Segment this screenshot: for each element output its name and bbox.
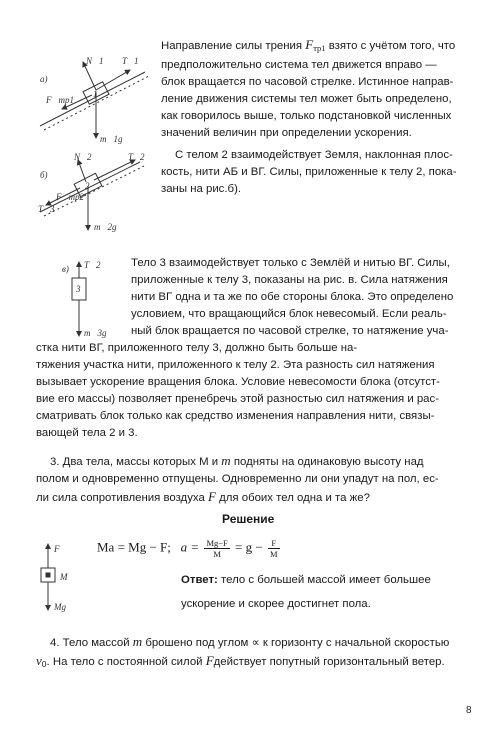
figure-c-hanging-body — [72, 262, 86, 336]
text-line: тяжения участка нити, приложенного к телу 2. Эта разность сил натяжения — [36, 359, 435, 371]
figure-b-t: T⃗2 — [128, 152, 145, 162]
solution-heading: Решение — [222, 512, 275, 526]
text-line: ление движения системы тел может быть определено, — [161, 93, 452, 105]
text-line: предположительно система тел движется вправо — — [161, 59, 437, 71]
figure-b-n: N⃗2 — [74, 152, 92, 162]
answer-line-2: ускорение и скорее достигнет пола. — [181, 598, 371, 610]
normal-arrow — [78, 160, 86, 182]
text-line: значений величин при определении ускорения. — [161, 127, 412, 139]
text-line: как говорилось выше, только подстановкой численных — [161, 110, 452, 122]
figure-b-t3: T⃗3 — [38, 204, 55, 214]
figure-c-label: в) — [62, 264, 69, 274]
figure-a-label: а) — [40, 74, 48, 84]
text-line: 3. Два тела, массы которых M и m подняты на одинаковую высоту над — [50, 453, 424, 468]
text-line: ли сила сопротивления воздуха F для обоих тел одна и та же? — [36, 489, 370, 504]
text-line: кость, нити АБ и ВГ. Силы, приложенные к телу 2, пока- — [161, 166, 457, 178]
text-line: полом и одновременно отпущены. Одновременно ли они упадут на пол, ес- — [36, 473, 439, 485]
text-line: сматривать блок только как средство изменения направления нити, связы- — [36, 410, 435, 422]
answer-line: Ответ: тело с большей массой имеет большее — [181, 574, 431, 586]
figure-c-t: T⃗2 — [84, 260, 101, 270]
normal-arrow — [83, 62, 96, 90]
answer-label: Ответ: — [181, 574, 218, 586]
figure-a-t: T⃗1 — [122, 56, 139, 66]
figure-d-m: M — [60, 572, 68, 582]
text-line: Тело 3 взаимодействует только с Землёй и нитью ВГ. Силы, — [131, 257, 450, 269]
solution-formula: Ma = Mg − F; a = $\frac{Mg-F}{M}$ = g − $\frac{F}{M}$ — [97, 538, 278, 559]
text-line: условием, что вращающийся блок невесомый. Если реаль- — [131, 308, 447, 320]
text-line: вызывает ускорение вращения блока. Условие невесомости блока (отсутст- — [36, 376, 440, 388]
text-line: Направление силы трения $F_{тр1}$ взято с учётом того, что — [161, 37, 456, 53]
text-line: заны на рис.б). — [161, 183, 242, 195]
figure-b-label: б) — [40, 170, 48, 180]
text-line: стка нити ВГ, приложенного телу 3, должно быть больше на- — [36, 342, 358, 354]
figure-c-g: m⃗3g — [84, 328, 107, 338]
text-line: приложенные к телу 3, показаны на рис. в. Сила натяжения — [131, 274, 448, 286]
friction-force-symbol: $F_{тр1}$ — [305, 37, 326, 53]
text-line: нити ВГ одна и та же по обе стороны блока. Это определено — [131, 291, 454, 303]
page-number: 8 — [466, 705, 472, 716]
text-line: вие его массы) позволяет пренебречь этой разностью сил натяжения и рас- — [36, 393, 440, 405]
fraction: $\frac{F}{M}$ — [269, 538, 278, 559]
figure-a-body: 1 — [93, 89, 98, 99]
figure-a-n: N⃗1 — [86, 56, 104, 66]
figure-b-body: 2 — [85, 181, 90, 191]
figure-c-body: 3 — [76, 284, 81, 294]
figure-b-g: m⃗2g — [94, 222, 117, 232]
figure-d-falling-body — [41, 544, 55, 610]
text-line: вающей тела 2 и 3. — [36, 427, 138, 439]
text-line: $v_0$. На тело с постоянной силой Fдействует попутный горизонтальный ветер. — [36, 653, 445, 669]
figure-a-f: F⃗тр1 — [46, 95, 74, 105]
text-line: 4. Тело массой m брошено под углом ∝ к горизонту с начальной скоростью — [50, 634, 450, 649]
figure-b-f: F⃗тр2 — [56, 192, 84, 202]
figure-a-g: m⃗1g — [100, 134, 123, 144]
figure-d-f: F⃗ — [54, 544, 67, 554]
text-line: С телом 2 взаимодействует Земля, наклонная плос- — [175, 149, 453, 161]
fraction: $\frac{Mg-F}{M}$ — [206, 538, 228, 559]
tension-t2-arrow — [94, 160, 135, 180]
tension-arrow — [96, 70, 130, 90]
figure-d-g: Mg⃗ — [54, 602, 73, 612]
text-line: ный блок вращается по часовой стрелке, то натяжение уча- — [131, 325, 449, 337]
text-line: блок вращается по часовой стрелке. Истинное направ- — [161, 76, 454, 88]
